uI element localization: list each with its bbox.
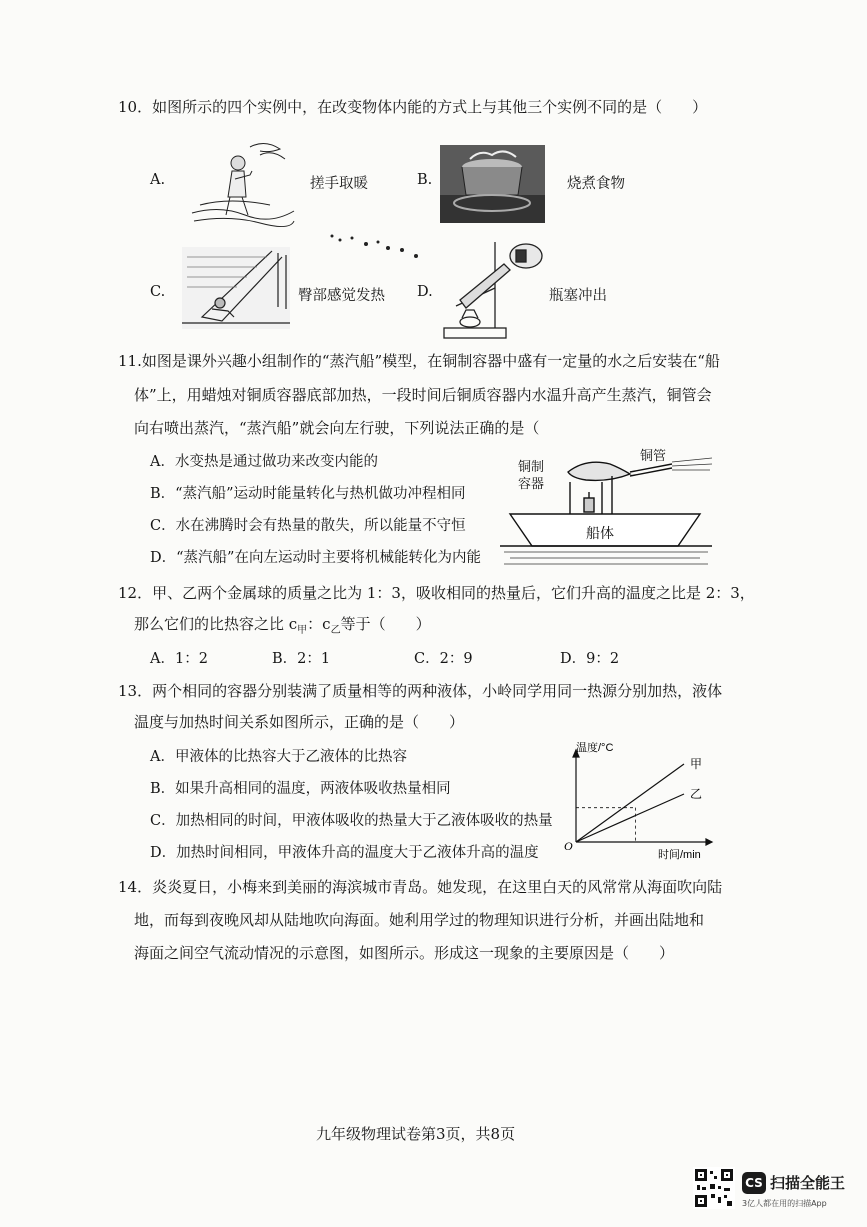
q11-option-d: D．“蒸汽船”在向左运动时主要将机械能转化为内能 (150, 550, 481, 566)
y-axis-label: 温度/°C (576, 742, 614, 754)
series-line-jia (576, 764, 684, 842)
x-axis-arrow (706, 839, 712, 845)
q14-line-3: 海面之间空气流动情况的示意图，如图所示。形成这一现象的主要原因是（ ） (134, 944, 675, 962)
series-label-jia: 甲 (690, 757, 703, 771)
rubbing-hands-figure (190, 135, 295, 230)
q13-line-1: 13．两个相同的容器分别装满了质量相等的两种液体，小岭同学用同一热源分别加热，液体 (118, 682, 723, 700)
q13-option-b: B．如果升高相同的温度，两液体吸收热量相同 (150, 781, 451, 797)
q12-ratio-sep: ：c (307, 615, 331, 633)
dots-decoration (328, 232, 424, 262)
q12-option-d: D．9：2 (560, 651, 620, 667)
q11-line-1: 11.如图是课外兴趣小组制作的“蒸汽船”模型，在铜制容器中盛有一定量的水之后安装在“船 (118, 352, 720, 370)
q14-line-2: 地，而每到夜晚风却从陆地吹向海面。她利用学过的物理知识进行分析，并画出陆地和 (134, 911, 705, 929)
x-axis-label: 时间/min (658, 849, 701, 861)
origin-label: O (564, 839, 573, 853)
label-container-1: 铜制 (518, 459, 545, 474)
q11-option-a: A．水变热是通过做功来改变内能的 (150, 454, 378, 470)
q11-option-c: C．水在沸腾时会有热量的散失，所以能量不守恒 (150, 518, 466, 534)
test-tube-stopper-figure (440, 236, 550, 342)
q12-line-2 (134, 613, 431, 642)
q12-option-c: C．2：9 (414, 651, 473, 667)
q10-option-b-text: 烧煮食物 (567, 176, 625, 192)
q13-option-a: A．甲液体的比热容大于乙液体的比热容 (150, 749, 407, 765)
q12-line-1: 12．甲、乙两个金属球的质量之比为 1：3，吸收相同的热量后，它们升高的温度之比是 2：3， (118, 584, 755, 602)
steam-boat-figure (500, 440, 715, 570)
q10-option-a-letter: A. (150, 172, 166, 188)
label-container-2: 容器 (518, 476, 545, 491)
q10-option-c-text: 臀部感觉发热 (298, 288, 385, 304)
subscript-yi: 乙 (330, 625, 341, 636)
q12-line-2-pre: 那么它们的比热容之比 c (134, 615, 298, 633)
camscanner-brand-name: 扫描全能王 (770, 1174, 846, 1192)
label-boat: 船体 (586, 525, 614, 541)
q14-line-1: 14．炎炎夏日，小梅来到美丽的海滨城市青岛。她发现，在这里白天的风常常从海面吹向陆 (118, 878, 723, 896)
slide-figure (182, 247, 290, 329)
q10-option-c-letter: C. (150, 284, 166, 300)
series-line-yi (576, 794, 684, 842)
label-pipe: 铜管 (640, 448, 667, 463)
camscanner-tagline: 3亿人都在用的扫描App (742, 1199, 827, 1208)
q10-option-d-letter: D. (417, 284, 433, 300)
q12-option-a: A．1：2 (150, 651, 208, 667)
q11-line-3: 向右喷出蒸汽，“蒸汽船”就会向左行驶，下列说法正确的是（ (134, 419, 540, 437)
qr-code-icon (693, 1167, 735, 1209)
q12-option-b: B．2：1 (272, 651, 331, 667)
q12-line-2-post: 等于（ ） (340, 615, 431, 633)
q11-option-b: B．“蒸汽船”运动时能量转化与热机做功冲程相同 (150, 486, 466, 502)
series-label-yi: 乙 (690, 787, 703, 801)
q10-option-b-letter: B. (417, 172, 433, 188)
q13-option-c: C．加热相同的时间，甲液体吸收的热量大于乙液体吸收的热量 (150, 813, 553, 829)
q10-option-d-text: 瓶塞冲出 (549, 288, 607, 304)
q11-line-2: 体”上，用蜡烛对铜质容器底部加热，一段时间后铜质容器内水温升高产生蒸汽，铜管会 (134, 386, 712, 404)
q10-stem: 10．如图所示的四个实例中，在改变物体内能的方式上与其他三个实例不同的是（ ） (118, 98, 708, 116)
temperature-time-chart (562, 742, 722, 862)
page-footer: 九年级物理试卷第3页，共8页 (316, 1125, 516, 1143)
q10-option-a-text: 搓手取暖 (310, 176, 368, 192)
subscript-jia: 甲 (297, 625, 308, 636)
q13-option-d: D．加热时间相同，甲液体升高的温度大于乙液体升高的温度 (150, 845, 539, 861)
boiling-pot-figure (440, 145, 545, 223)
q13-line-2: 温度与加热时间关系如图所示，正确的是（ ） (134, 713, 465, 731)
camscanner-logo-icon: CS (742, 1172, 766, 1194)
